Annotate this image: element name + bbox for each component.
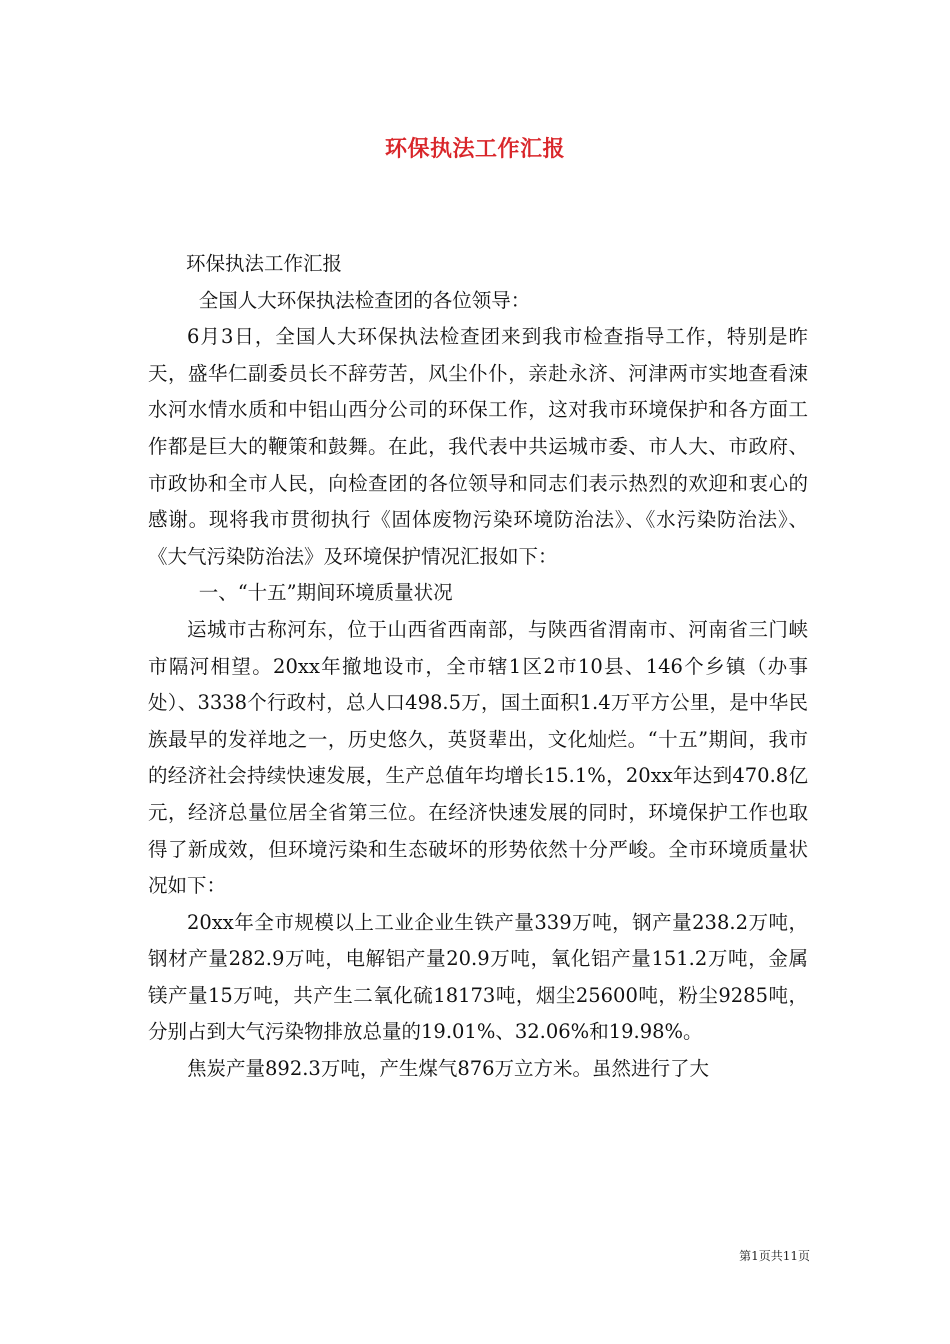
paragraph-salutation: 全国人大环保执法检查团的各位领导： (198, 288, 531, 312)
paragraph-city-overview: 运城市古称河东，位于山西省西南部，与陕西省渭南市、河南省三门峡市隔河相望。20xx年撤地设市，全市辖1区2市10县、146个乡镇（办事处）、3338个行政村，总人口498.5万，国土面积1.4万平方公里，是中华民族最早的发祥地之一，历史悠久，英贤辈出，文化灿烂。“十五”期间，我市的经济社会持续快速发展，生产总值年均增长15.1%，20xx年达到470.8亿元，经济总量位居全省第三位。在经济快速发展的同时，环境保护工作也取得了新成效，但环境污染和生态破坏的形势依然十分严峻。全市环境质量状况如下： (148, 617, 808, 898)
page-number: 第1页共11页 (739, 1249, 810, 1263)
paragraph-heading: 环保执法工作汇报 (186, 252, 343, 275)
paragraph-industry-output: 20xx年全市规模以上工业企业生铁产量339万吨，钢产量238.2万吨，钢材产量282.9万吨，电解铝产量20.9万吨，氧化铝产量151.2万吨，金属镁产量15万吨，共产生二氧化硫18173吨，烟尘25600吨，粉尘9285吨，分别占到大气污染物排放总量的19.01%、32.06%和19.98%。 (148, 910, 808, 1044)
paragraph-intro: 6月3日，全国人大环保执法检查团来到我市检查指导工作，特别是昨天，盛华仁副委员长不辞劳苦，风尘仆仆，亲赴永济、河津两市实地查看涑水河水情水质和中铝山西分公司的环保工作，这对我市环境保护和各方面工作都是巨大的鞭策和鼓舞。在此，我代表中共运城市委、市人大、市政府、市政协和全市人民，向检查团的各位领导和同志们表示热烈的欢迎和衷心的感谢。现将我市贯彻执行《固体废物污染环境防治法》、《水污染防治法》、《大气污染防治法》及环境保护情况汇报如下： (148, 325, 808, 568)
document-body (148, 246, 808, 1088)
paragraph-coke-output: 焦炭产量892.3万吨，产生煤气876万立方米。虽然进行了大 (187, 1057, 710, 1081)
section-heading-1: 一、“十五”期间环境质量状况 (198, 581, 453, 605)
document-title: 环保执法工作汇报 (384, 136, 565, 162)
